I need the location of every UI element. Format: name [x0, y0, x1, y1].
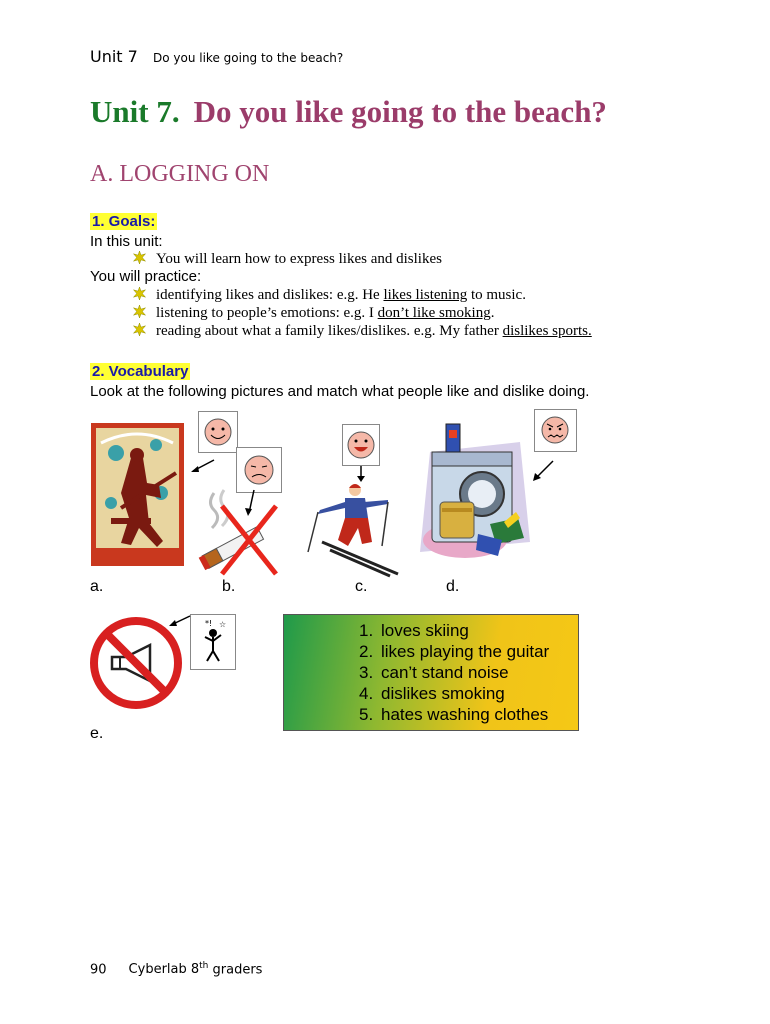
section-heading: A. LOGGING ON [90, 161, 270, 187]
guitar-player-picture [91, 423, 184, 566]
option-item [359, 641, 549, 662]
title-text: Do you like going to the beach? [193, 94, 607, 129]
practice-example: dislikes sports. [502, 323, 592, 339]
no-horn-sign-picture [90, 617, 182, 709]
page-title [90, 94, 607, 130]
footer-tail: graders [208, 962, 263, 978]
arrow-icon [168, 614, 192, 628]
option-text: likes playing the guitar [381, 642, 550, 661]
goals-intro: In this unit: [90, 233, 163, 250]
vocab-heading-text: 2. Vocabulary [92, 363, 189, 380]
option-number: 2. [359, 642, 374, 661]
option-text: loves skiing [381, 621, 469, 640]
vocab-instruction: Look at the following pictures and match what people like and dislike doing. [90, 383, 590, 400]
star-bullet-icon [133, 251, 146, 264]
label-e: e. [90, 725, 104, 742]
practice-text: reading about what a family likes/dislikes. e.g. My father [156, 323, 503, 339]
svg-text:☆: ☆ [219, 620, 227, 629]
option-item [359, 662, 549, 683]
star-bullet-icon [133, 287, 146, 300]
goal-learn-text: You will learn how to express likes and dislikes [156, 251, 442, 267]
footer-text: Cyberlab 8 [128, 962, 200, 978]
footer-sup: th [199, 961, 209, 971]
practice-text: to music. [467, 287, 526, 303]
option-text: dislikes smoking [381, 684, 505, 703]
practice-text: identifying likes and dislikes: e.g. He [156, 287, 384, 303]
page-footer [90, 961, 262, 977]
skier-picture [300, 480, 402, 578]
practice-item [133, 305, 494, 322]
happy-face-icon [199, 412, 237, 452]
annoyed-figure-icon [191, 615, 235, 669]
arrow-icon [190, 458, 216, 474]
star-bullet-icon [133, 323, 146, 336]
option-item [359, 704, 549, 725]
svg-text:*!: *! [205, 619, 213, 628]
sad-face-box [236, 447, 282, 493]
happy-face-box [342, 424, 380, 466]
label-d: d. [446, 578, 460, 595]
goals-heading-text: 1. Goals: [92, 213, 156, 230]
option-text: hates washing clothes [381, 705, 549, 724]
option-item [359, 620, 549, 641]
practice-item [133, 323, 592, 340]
option-number: 5. [359, 705, 374, 724]
sad-face-icon [237, 448, 281, 492]
label-a: a. [90, 578, 104, 595]
arrow-icon [531, 459, 555, 483]
options-list [359, 620, 549, 725]
goals-heading [90, 213, 157, 231]
vocab-heading [90, 363, 190, 381]
header-subtitle: Do you like going to the beach? [153, 51, 344, 65]
option-item [359, 683, 549, 704]
header-unit: Unit 7 [90, 47, 138, 66]
label-c: c. [355, 578, 368, 595]
practice-intro: You will practice: [90, 268, 202, 285]
title-unit: Unit 7. [90, 94, 180, 129]
option-number: 4. [359, 684, 374, 703]
practice-example: likes listening [383, 287, 468, 303]
noise-figure-box [190, 614, 236, 670]
practice-example: don’t like smoking [377, 305, 491, 321]
practice-text: listening to people’s emotions: e.g. I [156, 305, 378, 321]
option-number: 3. [359, 663, 374, 682]
options-box [283, 614, 579, 731]
goal-item [133, 251, 442, 268]
angry-face-box [534, 409, 577, 452]
happy-face-icon [343, 425, 379, 465]
washing-machine-picture [420, 422, 532, 572]
cigarette-cross-picture [192, 488, 284, 580]
option-text: can’t stand noise [381, 663, 509, 682]
label-b: b. [222, 578, 236, 595]
practice-text: . [490, 305, 495, 321]
page-number: 90 [90, 962, 107, 978]
star-bullet-icon [133, 305, 146, 318]
happy-face-box [198, 411, 238, 453]
practice-item [133, 287, 526, 304]
option-number: 1. [359, 621, 374, 640]
angry-face-icon [535, 410, 576, 451]
